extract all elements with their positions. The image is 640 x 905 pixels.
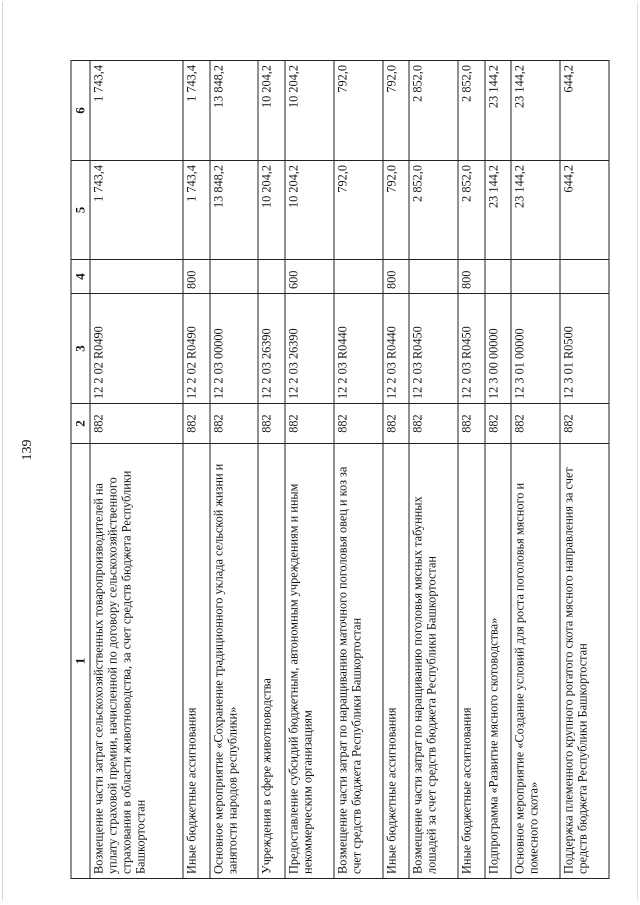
row-description: Иные бюджетные ассигнования — [458, 444, 485, 879]
row-ministry-code: 882 — [511, 404, 560, 444]
row-expense-type — [485, 260, 512, 294]
row-description: Возмещение части затрат по наращиванию поголовья мясных табунных лошадей за счет средств бюджета Республики Башкортостан — [409, 444, 458, 879]
table-row — [383, 61, 410, 879]
row-amount-2020: 13 848,2 — [210, 61, 259, 161]
row-target-article: 12 2 03 R0440 — [383, 294, 410, 404]
row-amount-2020: 2 852,0 — [409, 61, 458, 161]
row-amount-2019: 23 144,2 — [485, 161, 512, 260]
table-row — [458, 61, 485, 879]
table-row — [285, 61, 334, 879]
row-target-article: 12 3 01 00000 — [511, 294, 560, 404]
row-amount-2019: 13 848,2 — [210, 161, 259, 260]
row-amount-2020: 792,0 — [334, 61, 383, 161]
row-expense-type: 800 — [183, 260, 210, 294]
row-amount-2019: 1 743,4 — [183, 161, 210, 260]
row-target-article: 12 2 02 R0490 — [90, 294, 183, 404]
row-amount-2019: 23 144,2 — [511, 161, 560, 260]
row-description: Иные бюджетные ассигнования — [383, 444, 410, 879]
row-amount-2020: 10 204,2 — [285, 61, 334, 161]
header-col-1: 1 — [71, 444, 90, 879]
row-description: Поддержка племенного крупного рогатого скота мясного направления за счет средств бюджета Республики Башкортостан — [560, 444, 609, 879]
row-target-article: 12 2 03 00000 — [210, 294, 259, 404]
row-amount-2019: 10 204,2 — [285, 161, 334, 260]
row-expense-type — [409, 260, 458, 294]
row-expense-type: 800 — [383, 260, 410, 294]
row-target-article: 12 2 03 26390 — [258, 294, 285, 404]
row-amount-2020: 23 144,2 — [511, 61, 560, 161]
header-col-6: 6 — [71, 61, 90, 161]
table-row — [334, 61, 383, 879]
header-col-5: 5 — [71, 161, 90, 260]
row-target-article: 12 2 03 R0450 — [409, 294, 458, 404]
row-description: Возмещение части затрат по наращиванию маточного поголовья овец и коз за счет средств бюджета Республики Башкортостан — [334, 444, 383, 879]
table-row — [485, 61, 512, 879]
row-target-article: 12 2 02 R0490 — [183, 294, 210, 404]
row-description: Основное мероприятие «Создание условий для роста поголовья мясного и помесного скота» — [511, 444, 560, 879]
page-number: 139 — [20, 439, 35, 461]
row-expense-type: 800 — [458, 260, 485, 294]
table-row — [409, 61, 458, 879]
row-ministry-code: 882 — [90, 404, 183, 444]
row-expense-type — [258, 260, 285, 294]
row-ministry-code: 882 — [383, 404, 410, 444]
row-expense-type — [210, 260, 259, 294]
row-description: Иные бюджетные ассигнования — [183, 444, 210, 879]
rotated-table-container — [71, 61, 610, 879]
row-amount-2020: 1 743,4 — [90, 61, 183, 161]
row-description: Подпрограмма «Развитие мясного скотоводства» — [485, 444, 512, 879]
row-target-article: 12 3 00 00000 — [485, 294, 512, 404]
row-ministry-code: 882 — [258, 404, 285, 444]
row-amount-2019: 644,2 — [560, 161, 609, 260]
row-amount-2019: 1 743,4 — [90, 161, 183, 260]
row-ministry-code: 882 — [560, 404, 609, 444]
row-amount-2020: 644,2 — [560, 61, 609, 161]
row-ministry-code: 882 — [458, 404, 485, 444]
row-expense-type — [334, 260, 383, 294]
row-ministry-code: 882 — [285, 404, 334, 444]
row-amount-2020: 1 743,4 — [183, 61, 210, 161]
row-target-article: 12 2 03 R0450 — [458, 294, 485, 404]
row-expense-type — [511, 260, 560, 294]
table-row — [560, 61, 609, 879]
row-ministry-code: 882 — [210, 404, 259, 444]
budget-table — [71, 60, 610, 879]
row-amount-2019: 792,0 — [383, 161, 410, 260]
header-col-4: 4 — [71, 260, 90, 294]
row-amount-2019: 2 852,0 — [409, 161, 458, 260]
row-description: Возмещение части затрат сельскохозяйственных товаропроизводителей на уплату страховой премии, начисленной по договору сельскохозяйственного страхования в области животноводства, за счет средств бюджета Республики Башкортостан — [90, 444, 183, 879]
row-description: Предоставление субсидий бюджетным, автономным учреждениям и иным некоммерческим организациям — [285, 444, 334, 879]
row-amount-2020: 23 144,2 — [485, 61, 512, 161]
table-row — [511, 61, 560, 879]
row-amount-2020: 2 852,0 — [458, 61, 485, 161]
row-ministry-code: 882 — [409, 404, 458, 444]
row-description: Основное мероприятие «Сохранение традиционного уклада сельской жизни и занятости народов республики» — [210, 444, 259, 879]
table-header-row — [71, 61, 90, 879]
row-amount-2019: 792,0 — [334, 161, 383, 260]
table-row — [258, 61, 285, 879]
row-ministry-code: 882 — [334, 404, 383, 444]
header-col-3: 3 — [71, 294, 90, 404]
table-row — [90, 61, 183, 879]
row-description: Учреждения в сфере животноводства — [258, 444, 285, 879]
row-amount-2020: 792,0 — [383, 61, 410, 161]
row-ministry-code: 882 — [485, 404, 512, 444]
row-expense-type — [560, 260, 609, 294]
row-amount-2019: 2 852,0 — [458, 161, 485, 260]
row-ministry-code: 882 — [183, 404, 210, 444]
row-amount-2020: 10 204,2 — [258, 61, 285, 161]
row-target-article: 12 2 03 R0440 — [334, 294, 383, 404]
row-target-article: 12 3 01 R0500 — [560, 294, 609, 404]
row-target-article: 12 2 03 26390 — [285, 294, 334, 404]
row-amount-2019: 10 204,2 — [258, 161, 285, 260]
header-col-2: 2 — [71, 404, 90, 444]
table-row — [183, 61, 210, 879]
row-expense-type: 600 — [285, 260, 334, 294]
table-row — [210, 61, 259, 879]
row-expense-type — [90, 260, 183, 294]
